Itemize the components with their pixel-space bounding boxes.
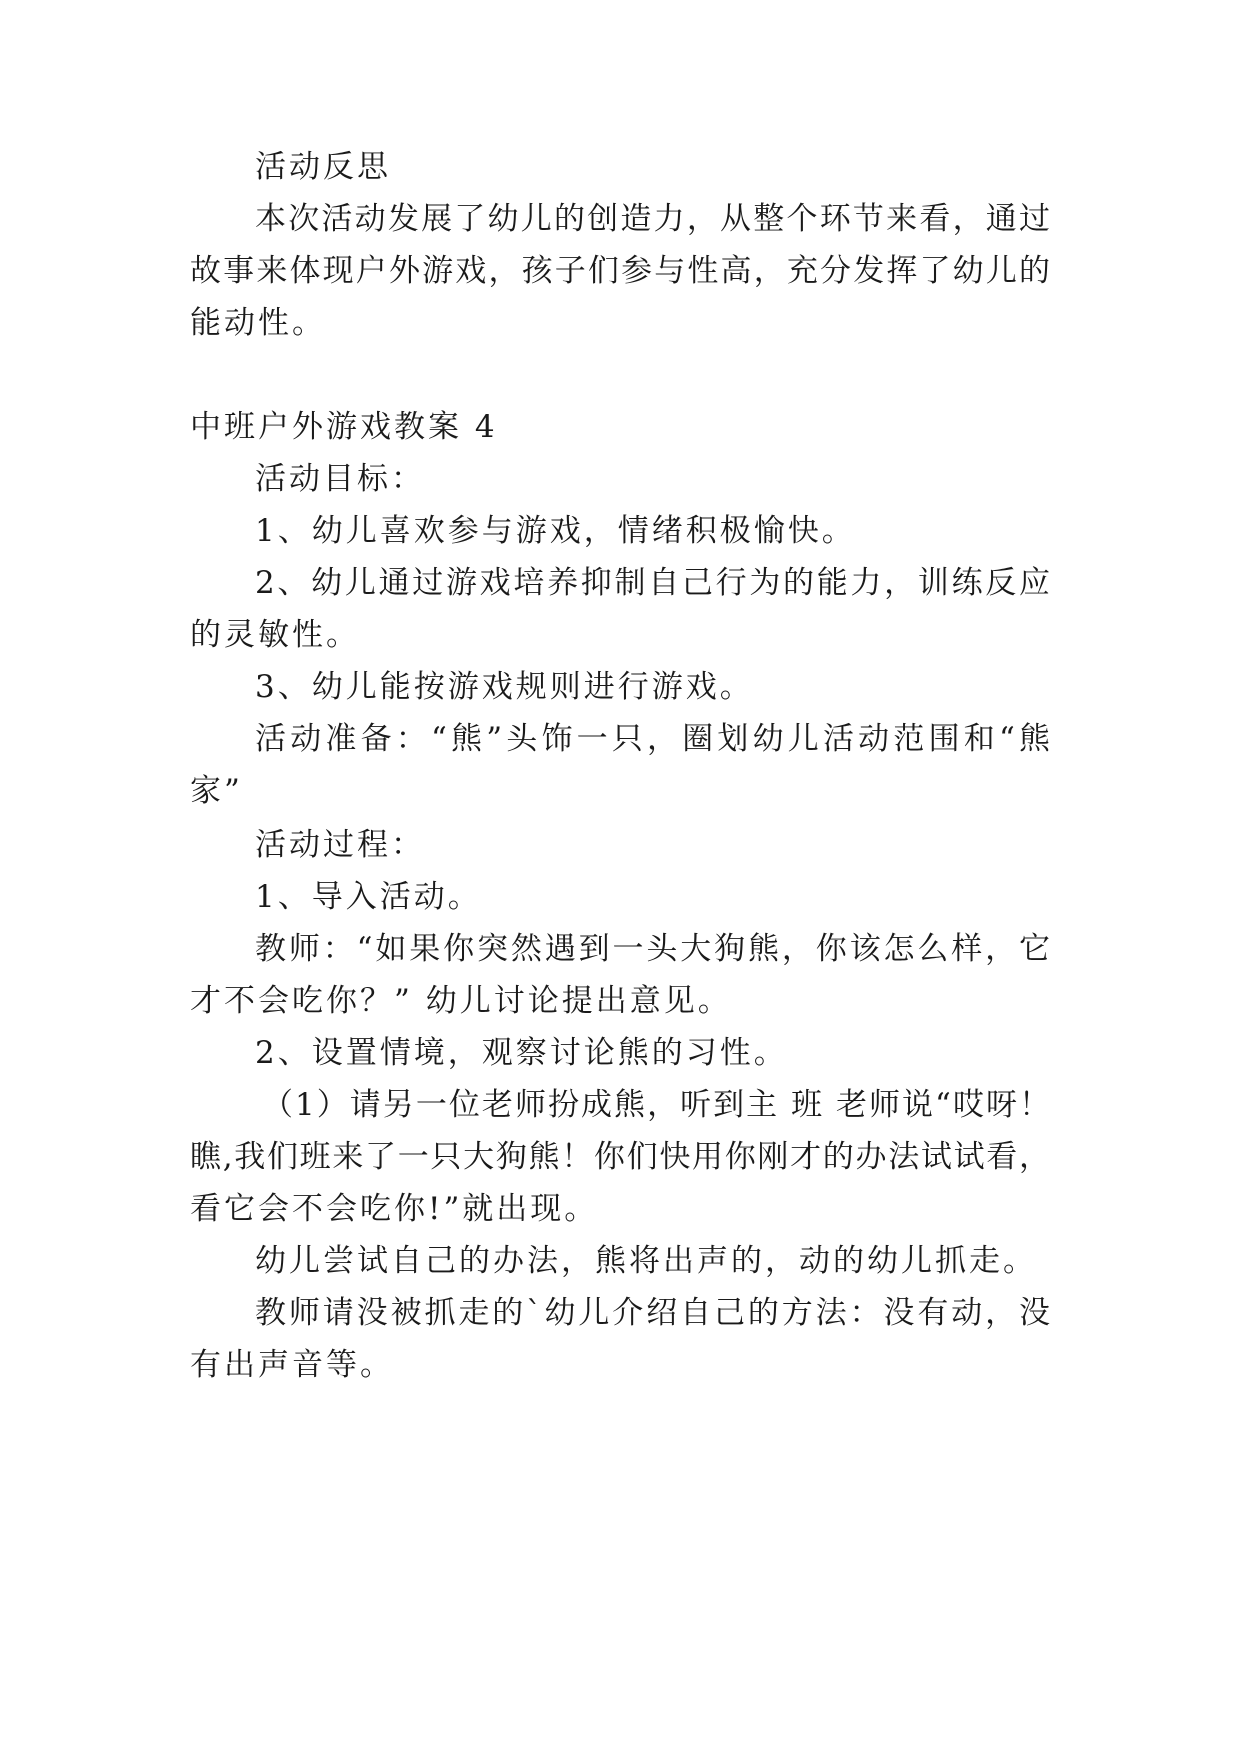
paragraph-line: 有出声音等。 xyxy=(190,1347,394,1383)
section-heading-reflection: 活动反思 xyxy=(255,149,391,185)
paragraph-line: 能动性。 xyxy=(190,305,326,341)
paragraph-line: 看它会不会吃你!”就出现。 xyxy=(190,1191,599,1227)
paragraph-line: 才不会吃你？” 幼儿讨论提出意见。 xyxy=(190,983,732,1019)
paragraph-line: 的灵敏性。 xyxy=(190,617,360,653)
process-step: 2、设置情境，观察讨论熊的习性。 xyxy=(255,1035,788,1071)
paragraph-line: 瞧,我们班来了一只大狗熊！你们快用你刚才的办法试试看， xyxy=(190,1139,1050,1175)
lesson-title: 中班户外游戏教案 4 xyxy=(190,409,498,445)
section-heading-goals: 活动目标： xyxy=(255,461,425,497)
paragraph-line: 幼儿尝试自己的办法，熊将出声的，动的幼儿抓走。 xyxy=(255,1243,1037,1279)
paragraph-line: 教师请没被抓走的`幼儿介绍自己的方法：没有动，没 xyxy=(255,1295,1050,1331)
section-heading-process: 活动过程： xyxy=(255,827,425,863)
paragraph-line: 教师：“如果你突然遇到一头大狗熊，你该怎么样，它 xyxy=(255,931,1050,967)
paragraph-line: 家” xyxy=(190,773,243,809)
paragraph-line: 本次活动发展了幼儿的创造力，从整个环节来看，通过 xyxy=(255,201,1050,237)
preparation-line: 活动准备：“熊”头饰一只，圈划幼儿活动范围和“熊 xyxy=(255,721,1050,757)
goal-item: 3、幼儿能按游戏规则进行游戏。 xyxy=(255,669,754,705)
goal-item: 2、幼儿通过游戏培养抑制自己行为的能力，训练反应 xyxy=(255,565,1050,601)
process-step: 1、导入活动。 xyxy=(255,879,482,915)
paragraph-line: （1）请另一位老师扮成熊，听到主 班 老师说“哎呀！ xyxy=(262,1087,1050,1123)
paragraph-line: 故事来体现户外游戏，孩子们参与性高，充分发挥了幼儿的 xyxy=(190,253,1050,289)
goal-item: 1、幼儿喜欢参与游戏，情绪积极愉快。 xyxy=(255,513,856,549)
